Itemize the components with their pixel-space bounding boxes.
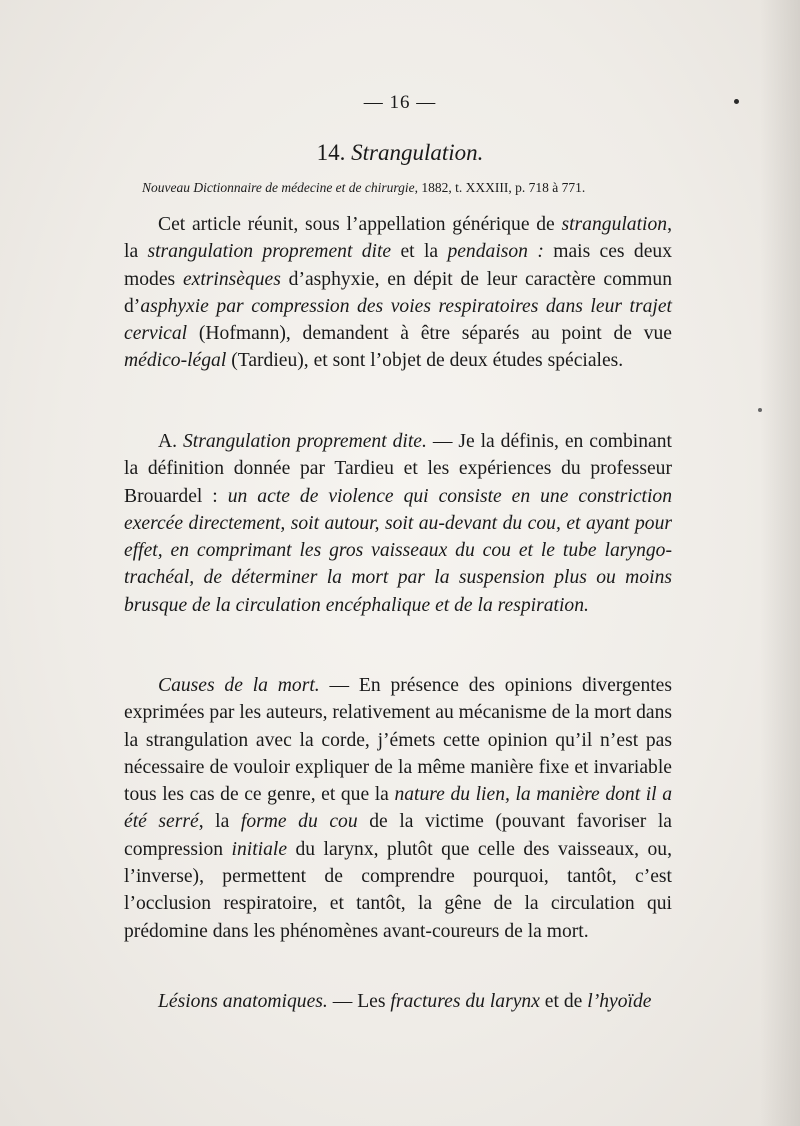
citation-work-title: Nouveau Dictionnaire de médecine et de chirurgie [142,180,415,195]
citation-details: , 1882, t. XXXIII, p. 718 à 771. [414,180,586,195]
section-heading [0,140,800,166]
page-number: — 16 — [363,92,437,113]
paragraph-causes-of-death: Causes de la mort. — En présence des opinions divergentes exprimées par les auteurs, relativement au mécanisme de la mort dans la strangulation avec la corde, j’émets cette opinion qu’il n’est pas nécessaire de vouloir expliquer de la même manière fixe et invariable tous les cas de ce genre, et que la nature du lien, la manière dont il a été serré, la forme du cou de la victime (pouvant favoriser la compression initiale du larynx, plutôt que celle des vaisseaux, ou, l’inverse), permettent de comprendre pourquoi, tantôt, c’est l’occlusion respiratoire, et tantôt, la gêne de la circulation qui prédomine dans les phénomènes avant-coureurs de la mort. [124,675,673,942]
section-number: 14. [316,140,346,165]
paragraph-introduction: Cet article réunit, sous l’appellation générique de strangulation, la strangulation proprement dite et la pendaison : mais ces deux modes extrinsèques d’asphyxie, en dépit de leur caractère commun d’asphyxie par compression des voies respiratoires dans leur trajet cervical (Hofmann), demandent à être séparés au point de vue médico-légal (Tardieu), et sont l’objet de deux études spéciales. [124,214,673,372]
page-edge-shadow [760,0,800,1126]
paragraph-anatomical-lesions: Lésions anatomiques. — Les fractures du larynx et de l’hyoïde [158,991,652,1012]
paragraph-definition: A. Strangulation proprement dite. — Je la définis, en combinant la définition donnée par Tardieu et les expériences du professeur Brouardel : un acte de violence qui consiste en une constriction exercée directement, soit autour, soit au-devant du cou, et ayant pour effet, en comprimant les gros vaisseaux du cou et le tube laryngo-trachéal, de déterminer la mort par la suspension plus ou moins brusque de la circulation encéphalique et de la respiration. [124,431,673,616]
ink-speck [758,408,762,412]
section-title: Strangulation. [351,140,484,165]
bibliographic-citation [142,180,682,196]
